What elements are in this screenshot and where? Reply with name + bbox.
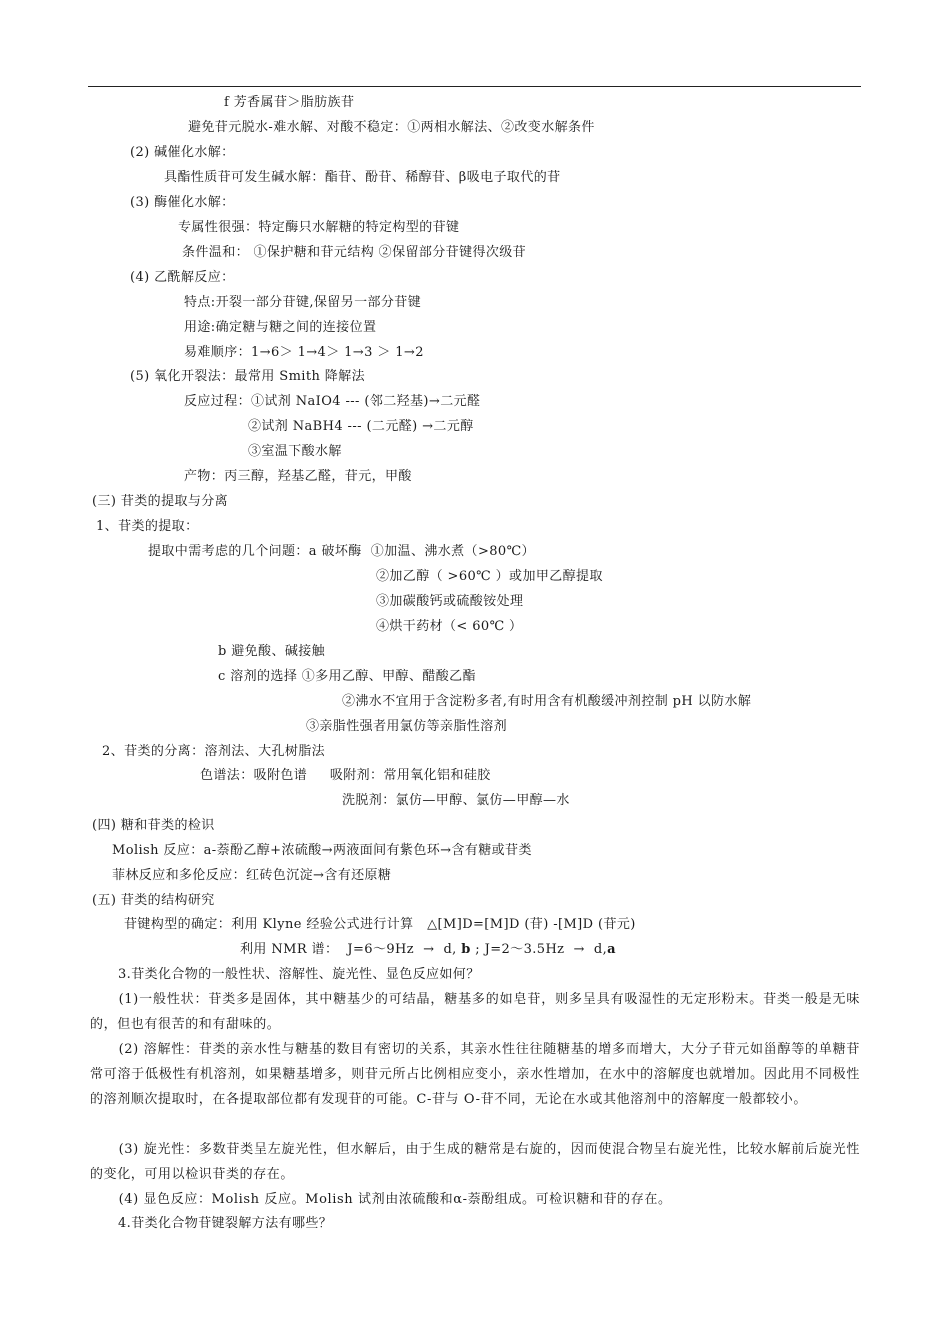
text-line: Molish 反应：a-萘酚乙醇+浓硫酸→两液面间有紫色环→含有糖或苷类: [112, 843, 532, 858]
text-line: b 避免酸、碱接触: [218, 644, 326, 659]
text-line: 提取中需考虑的几个问题：a 破坏酶 ①加温、沸水煮（>80℃）: [148, 544, 535, 559]
question-heading: 4.苷类化合物苷键裂解方法有哪些？: [118, 1216, 333, 1231]
nmr-text-2: ; J=2～3.5Hz → d,: [470, 942, 608, 957]
text-line: 条件温和： ①保护糖和苷元结构 ②保留部分苷键得次级苷: [182, 245, 527, 260]
paragraph: (2) 溶解性：苷类的亲水性与糖基的数目有密切的关系，其亲水性往往随糖基的增多而增大，大分子苷元如甾醇等的单糖苷常可溶于低极性有机溶剂，如果糖基增多，则苷元所占比例相应变小，亲水性增加，在水中的溶解度也就增加。因此用不同极性的溶剂顺次提取时，在各提取部位都有发现苷的可能。C-苷与 O-苷不同，无论在水或其他溶剂中的溶解度一般都较小。: [90, 1042, 860, 1107]
nmr-text-1: 利用 NMR 谱： J=6～9Hz → d,: [240, 942, 462, 957]
text-line: 产物：丙三醇，羟基乙醛，苷元，甲酸: [184, 469, 412, 484]
beta-symbol: b: [461, 942, 471, 957]
paragraph: (3) 旋光性：多数苷类呈左旋光性，但水解后，由于生成的糖常是右旋的，因而使混合物呈右旋光性，比较水解前后旋光性的变化，可用以检识苷类的存在。: [90, 1142, 860, 1182]
alpha-symbol: a: [607, 942, 616, 957]
text-line: 反应过程：①试剂 NaIO4 --- (邻二羟基)→二元醛: [184, 394, 481, 409]
text-line: [240, 941, 616, 959]
section-heading: (四) 糖和苷类的检识: [92, 818, 215, 833]
paragraph: (1)一般性状：苷类多是固体，其中糖基少的可结晶，糖基多的如皂苷，则多呈具有吸湿性的无定形粉末。苷类一般是无味的，但也有很苦的和有甜味的。: [90, 992, 860, 1032]
text-line: 菲林反应和多伦反应：红砖色沉淀→含有还原糖: [112, 868, 392, 883]
text-line: ②沸水不宜用于含淀粉多者,有时用含有机酸缓冲剂控制 pH 以防水解: [342, 694, 752, 709]
text-line: 苷键构型的确定：利用 Klyne 经验公式进行计算 △[M]D=[M]D (苷) -[M]D (苷元): [124, 917, 636, 932]
subsection-heading: 1、苷类的提取：: [96, 519, 199, 534]
header-rule: [88, 86, 861, 87]
paragraph: (4) 显色反应：Molish 反应。Molish 试剂由浓硫酸和α-萘酚组成。可检识糖和苷的存在。: [118, 1192, 672, 1207]
subsection-heading: 2、苷类的分离：溶剂法、大孔树脂法: [102, 744, 326, 759]
text-line: 专属性很强：特定酶只水解糖的特定构型的苷键: [178, 220, 460, 235]
text-line: ②试剂 NaBH4 --- (二元醛) →二元醇: [248, 419, 474, 434]
section-heading: (2) 碱催化水解：: [130, 145, 235, 160]
section-heading: (五) 苷类的结构研究: [92, 893, 215, 908]
text-line: 色谱法：吸附色谱 吸附剂：常用氧化铝和硅胶: [200, 768, 491, 783]
text-line: c 溶剂的选择 ①多用乙醇、甲醇、醋酸乙酯: [218, 669, 476, 684]
text-line: ②加乙醇（ >60℃ ）或加甲乙醇提取: [376, 569, 603, 584]
text-line: f 芳香属苷＞脂肪族苷: [224, 95, 355, 110]
text-line: 特点:开裂一部分苷键,保留另一部分苷键: [184, 295, 422, 310]
text-line: ④烘干药材（< 60℃ ）: [376, 619, 523, 634]
section-heading: (5) 氧化开裂法：最常用 Smith 降解法: [130, 369, 365, 384]
question-heading: 3.苷类化合物的一般性状、溶解性、旋光性、显色反应如何？: [118, 967, 480, 982]
section-heading: (三) 苷类的提取与分离: [92, 494, 229, 509]
text-line: 避免苷元脱水-难水解、对酸不稳定：①两相水解法、②改变水解条件: [188, 120, 595, 135]
text-line: 具酯性质苷可发生碱水解：酯苷、酚苷、稀醇苷、β吸电子取代的苷: [164, 170, 561, 185]
text-line: 用途:确定糖与糖之间的连接位置: [184, 320, 377, 335]
text-line: 洗脱剂：氯仿—甲醇、氯仿—甲醇—水: [342, 793, 570, 808]
section-heading: (3) 酶催化水解：: [130, 195, 235, 210]
text-line: 易难顺序：1→6＞ 1→4＞ 1→3 ＞ 1→2: [184, 345, 424, 360]
section-heading: (4) 乙酰解反应：: [130, 270, 235, 285]
text-line: ③室温下酸水解: [248, 444, 342, 459]
text-line: ③亲脂性强者用氯仿等亲脂性溶剂: [306, 719, 508, 734]
text-line: ③加碳酸钙或硫酸铵处理: [376, 594, 524, 609]
